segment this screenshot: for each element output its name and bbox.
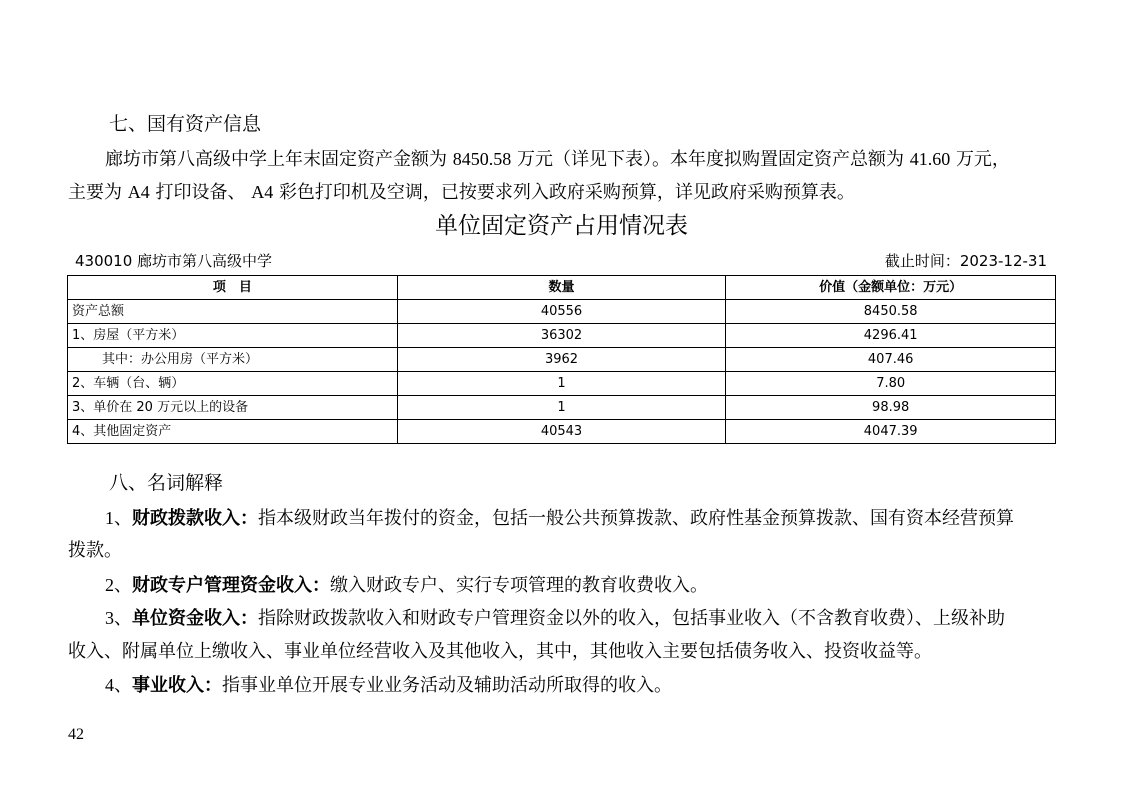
definition-term: 事业收入： [132, 675, 222, 696]
row-quantity: 1 [397, 396, 726, 420]
row-value: 4047.39 [726, 420, 1056, 444]
definition-3-line2: 收入、附属单位上缴收入、事业单位经营收入及其他收入，其中，其他收入主要包括债务收入、投资收益等。 [68, 641, 932, 662]
row-value: 7.80 [726, 372, 1056, 396]
section-heading-assets: 七、国有资产信息 [109, 113, 262, 135]
text-segment: 主要为 [68, 182, 122, 203]
text-segment: 万元（详见下表）。本年度拟购置固定资产总额为 [516, 149, 904, 170]
table-row [68, 348, 1056, 372]
table-row [68, 372, 1056, 396]
purchase-amount: 41.60 [909, 149, 951, 169]
definition-2-line1 [105, 572, 708, 599]
assets-paragraph-line2 [68, 179, 855, 206]
row-item: 4、其他固定资产 [68, 420, 398, 444]
definition-3-line1 [105, 605, 1005, 632]
fixed-assets-table [67, 275, 1056, 444]
row-quantity: 40543 [397, 420, 726, 444]
row-item: 资产总额 [68, 300, 398, 324]
definition-term: 财政拨款收入： [132, 508, 258, 529]
row-quantity: 40556 [397, 300, 726, 324]
definition-4-line1 [105, 672, 672, 699]
cutoff-date: 截止时间：2023-12-31 [884, 252, 1047, 270]
definition-term: 单位资金收入： [132, 608, 258, 629]
definition-term: 财政专户管理资金收入： [132, 575, 330, 596]
definition-text: 指事业单位开展专业业务活动及辅助活动所取得的收入。 [222, 675, 672, 696]
page-number: 42 [68, 726, 84, 743]
row-item: 1、房屋（平方米） [68, 324, 398, 348]
a4-label: A4 [127, 182, 150, 202]
table-row [68, 300, 1056, 324]
text-segment: 彩色打印机及空调，已按要求列入政府采购预算，详见政府采购预算表。 [278, 182, 855, 203]
section-heading-definitions: 八、名词解释 [109, 472, 224, 494]
a4-label: A4 [251, 182, 274, 202]
row-item: 3、单价在 20 万元以上的设备 [68, 396, 398, 420]
row-value: 407.46 [726, 348, 1056, 372]
assets-paragraph-line1 [105, 146, 1010, 173]
row-value: 98.98 [726, 396, 1056, 420]
table-row [68, 420, 1056, 444]
fixed-assets-amount: 8450.58 [452, 149, 512, 169]
row-quantity: 36302 [397, 324, 726, 348]
definition-text: 指本级财政当年拨付的资金，包括一般公共预算拨款、政府性基金预算拨款、国有资本经营预算 [258, 508, 1014, 529]
definition-text: 指除财政拨款收入和财政专户管理资金以外的收入，包括事业收入（不含教育收费）、上级补助 [258, 608, 1005, 629]
text-segment: 万元， [955, 149, 1010, 170]
definition-1-line1 [105, 505, 1014, 532]
definition-1-line2: 拨款。 [68, 540, 122, 561]
header-value: 价值（金额单位：万元） [726, 276, 1056, 300]
table-header-row [68, 276, 1056, 300]
header-quantity: 数量 [397, 276, 726, 300]
text-segment: 打印设备、 [155, 182, 246, 203]
table-row [68, 324, 1056, 348]
row-quantity: 3962 [397, 348, 726, 372]
row-item: 其中：办公用房（平方米） [68, 348, 398, 372]
table-row [68, 396, 1056, 420]
row-quantity: 1 [397, 372, 726, 396]
row-item: 2、车辆（台、辆） [68, 372, 398, 396]
unit-label: 430010 廊坊市第八高级中学 [75, 252, 273, 270]
definition-text: 缴入财政专户、实行专项管理的教育收费收入。 [330, 575, 708, 596]
header-item: 项 目 [68, 276, 398, 300]
row-value: 4296.41 [726, 324, 1056, 348]
row-value: 8450.58 [726, 300, 1056, 324]
definition-number: 1、 [105, 508, 132, 528]
table-title: 单位固定资产占用情况表 [435, 213, 688, 239]
definition-number: 2、 [105, 575, 132, 595]
definition-number: 4、 [105, 675, 132, 695]
definition-number: 3、 [105, 608, 132, 628]
text-segment: 廊坊市第八高级中学上年末固定资产金额为 [105, 149, 447, 170]
